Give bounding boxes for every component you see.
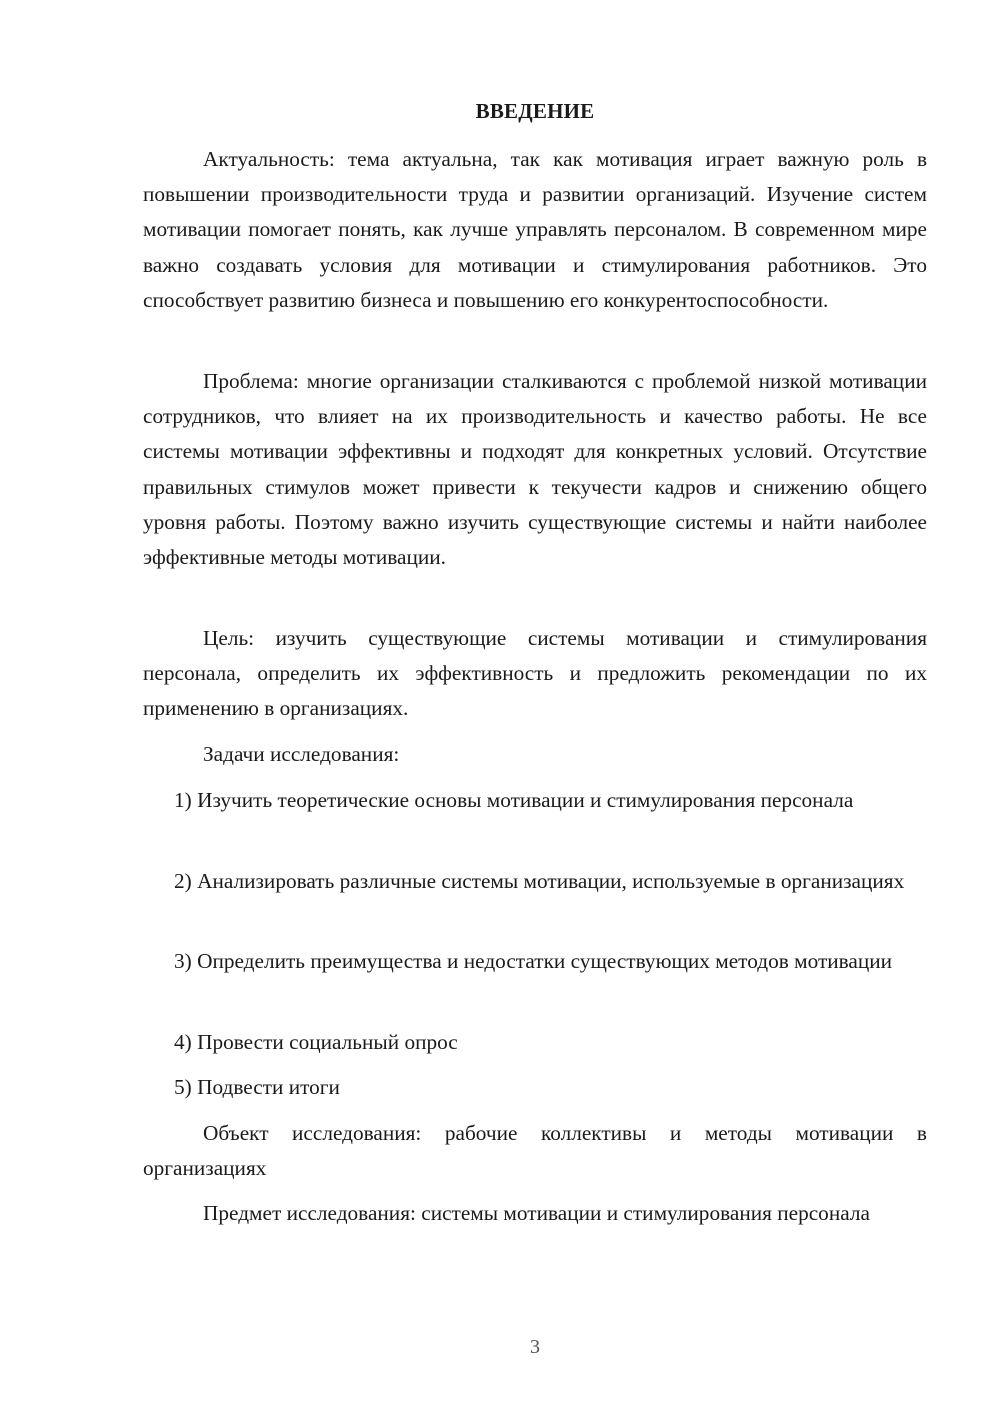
relevance-paragraph: Актуальность: тема актуальна, так как мотивация играет важную роль в повышении производительности труда и развитии организаций. Изучение систем мотивации помогает понять, как лучше управлять персоналом. В современном мире важно создавать условия для мотивации и стимулирования работников. Это способствует развитию бизнеса и повышению его конкурентоспособности. (143, 147, 927, 312)
object-paragraph: Объект исследования: рабочие коллективы и методы мотивации в организациях (143, 1121, 927, 1181)
tasks-heading: Задачи исследования: (203, 742, 400, 766)
task-item-1: 1) Изучить теоретические основы мотивации и стимулирования персонала (174, 788, 854, 812)
task-item-5: 5) Подвести итоги (174, 1075, 340, 1099)
problem-paragraph: Проблема: многие организации сталкиваются с проблемой низкой мотивации сотрудников, что влияет на их производительность и качество работы. Не все системы мотивации эффективны и подходят для конкретных условий. Отсутствие правильных стимулов может привести к текучести кадров и снижению общего уровня работы. Поэтому важно изучить существующие системы и найти наиболее эффективные методы мотивации. (143, 369, 927, 570)
task-item-3: 3) Определить преимущества и недостатки существующих методов мотивации (174, 949, 893, 973)
task-item-2: 2) Анализировать различные системы мотивации, используемые в организациях (174, 869, 905, 893)
document-page (143, 0, 927, 1414)
subject-paragraph: Предмет исследования: системы мотивации и стимулирования персонала (203, 1201, 870, 1225)
section-title: ВВЕДЕНИЕ (475, 99, 595, 123)
task-item-4: 4) Провести социальный опрос (174, 1030, 458, 1054)
goal-paragraph: Цель: изучить существующие системы мотивации и стимулирования персонала, определить их эффективность и предложить рекомендации по их применению в организациях. (143, 626, 927, 721)
page-number: 3 (530, 1336, 540, 1358)
